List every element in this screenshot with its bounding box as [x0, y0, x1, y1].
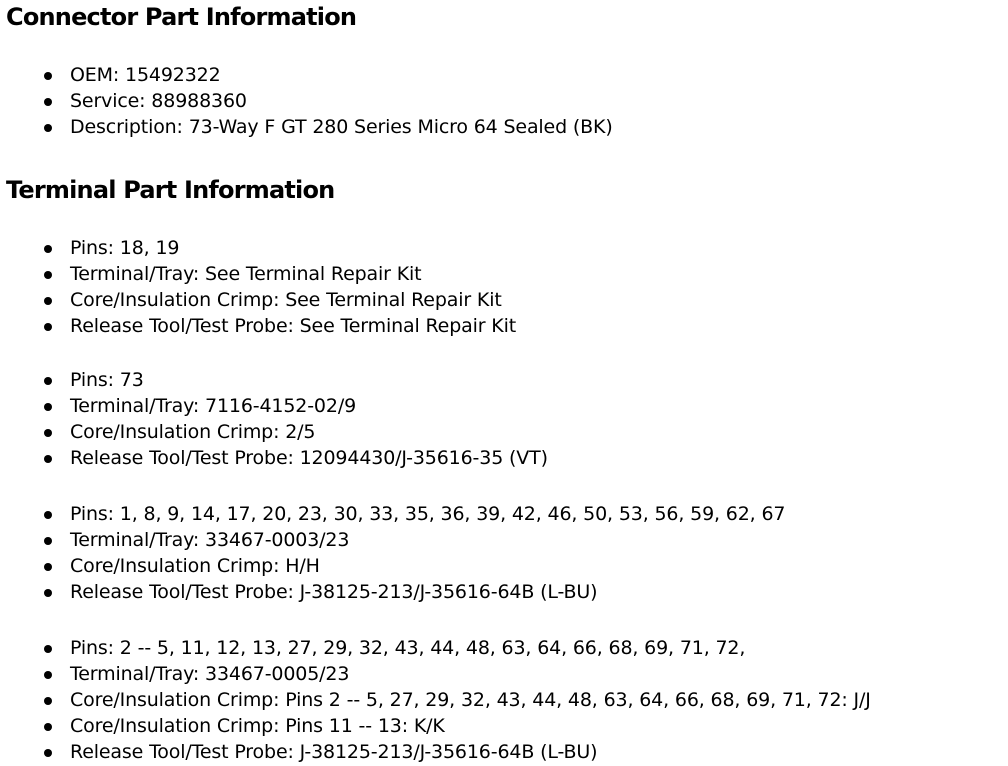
terminal-group-list [40, 235, 516, 339]
list-item-text: Release Tool/Test Probe: J-38125-213/J-35616-64B (L-BU) [70, 741, 598, 763]
list-item-text: Pins: 18, 19 [70, 237, 180, 259]
bullet-icon [44, 723, 52, 731]
list-item-text: Terminal/Tray: 33467-0005/23 [70, 663, 350, 685]
list-item-text: Core/Insulation Crimp: Pins 2 -- 5, 27, 29, 32, 43, 44, 48, 63, 64, 66, 68, 69, 71, 72: J/J [70, 689, 871, 711]
list-item [40, 553, 785, 579]
list-item [40, 445, 548, 471]
list-item [40, 261, 516, 287]
list-item [40, 687, 871, 713]
list-item [40, 419, 548, 445]
list-item-text: Release Tool/Test Probe: 12094430/J-35616-35 (VT) [70, 447, 548, 469]
list-item [40, 235, 516, 261]
list-item-text: Core/Insulation Crimp: See Terminal Repair Kit [70, 289, 502, 311]
list-item-text: Release Tool/Test Probe: See Terminal Repair Kit [70, 315, 517, 337]
connector-section-heading: Connector Part Information [6, 3, 357, 31]
list-item [40, 635, 871, 661]
bullet-icon [44, 271, 52, 279]
terminal-group-list [40, 367, 548, 471]
list-item-text: Pins: 2 -- 5, 11, 12, 13, 27, 29, 32, 43, 44, 48, 63, 64, 66, 68, 69, 71, 72, [70, 637, 746, 659]
terminal-section-heading: Terminal Part Information [6, 176, 335, 204]
bullet-icon [44, 429, 52, 437]
list-item-text: Release Tool/Test Probe: J-38125-213/J-35616-64B (L-BU) [70, 581, 598, 603]
bullet-icon [44, 511, 52, 519]
list-item [40, 579, 785, 605]
connector-info-list [40, 62, 613, 140]
list-item-text: Pins: 73 [70, 369, 144, 391]
list-item [40, 527, 785, 553]
list-item [40, 114, 613, 140]
bullet-icon [44, 749, 52, 757]
bullet-icon [44, 403, 52, 411]
bullet-icon [44, 297, 52, 305]
bullet-icon [44, 645, 52, 653]
list-item [40, 62, 613, 88]
bullet-icon [44, 589, 52, 597]
list-item-text: OEM: 15492322 [70, 64, 221, 86]
list-item [40, 501, 785, 527]
bullet-icon [44, 72, 52, 80]
list-item [40, 661, 871, 687]
list-item-text: Terminal/Tray: See Terminal Repair Kit [70, 263, 422, 285]
list-item [40, 313, 516, 339]
list-item-text: Service: 88988360 [70, 90, 247, 112]
bullet-icon [44, 563, 52, 571]
list-item [40, 287, 516, 313]
list-item-text: Pins: 1, 8, 9, 14, 17, 20, 23, 30, 33, 35, 36, 39, 42, 46, 50, 53, 56, 59, 62, 67 [70, 503, 786, 525]
bullet-icon [44, 323, 52, 331]
bullet-icon [44, 377, 52, 385]
list-item [40, 367, 548, 393]
list-item-text: Core/Insulation Crimp: Pins 11 -- 13: K/K [70, 715, 445, 737]
terminal-group-list [40, 501, 785, 605]
list-item-text: Core/Insulation Crimp: H/H [70, 555, 320, 577]
list-item [40, 88, 613, 114]
list-item [40, 713, 871, 739]
list-item-text: Description: 73-Way F GT 280 Series Micro 64 Sealed (BK) [70, 116, 613, 138]
bullet-icon [44, 537, 52, 545]
bullet-icon [44, 124, 52, 132]
list-item-text: Terminal/Tray: 33467-0003/23 [70, 529, 350, 551]
bullet-icon [44, 671, 52, 679]
list-item-text: Terminal/Tray: 7116-4152-02/9 [70, 395, 357, 417]
list-item [40, 393, 548, 419]
bullet-icon [44, 455, 52, 463]
bullet-icon [44, 245, 52, 253]
list-item-text: Core/Insulation Crimp: 2/5 [70, 421, 316, 443]
list-item [40, 739, 871, 765]
bullet-icon [44, 98, 52, 106]
bullet-icon [44, 697, 52, 705]
terminal-group-list [40, 635, 871, 765]
